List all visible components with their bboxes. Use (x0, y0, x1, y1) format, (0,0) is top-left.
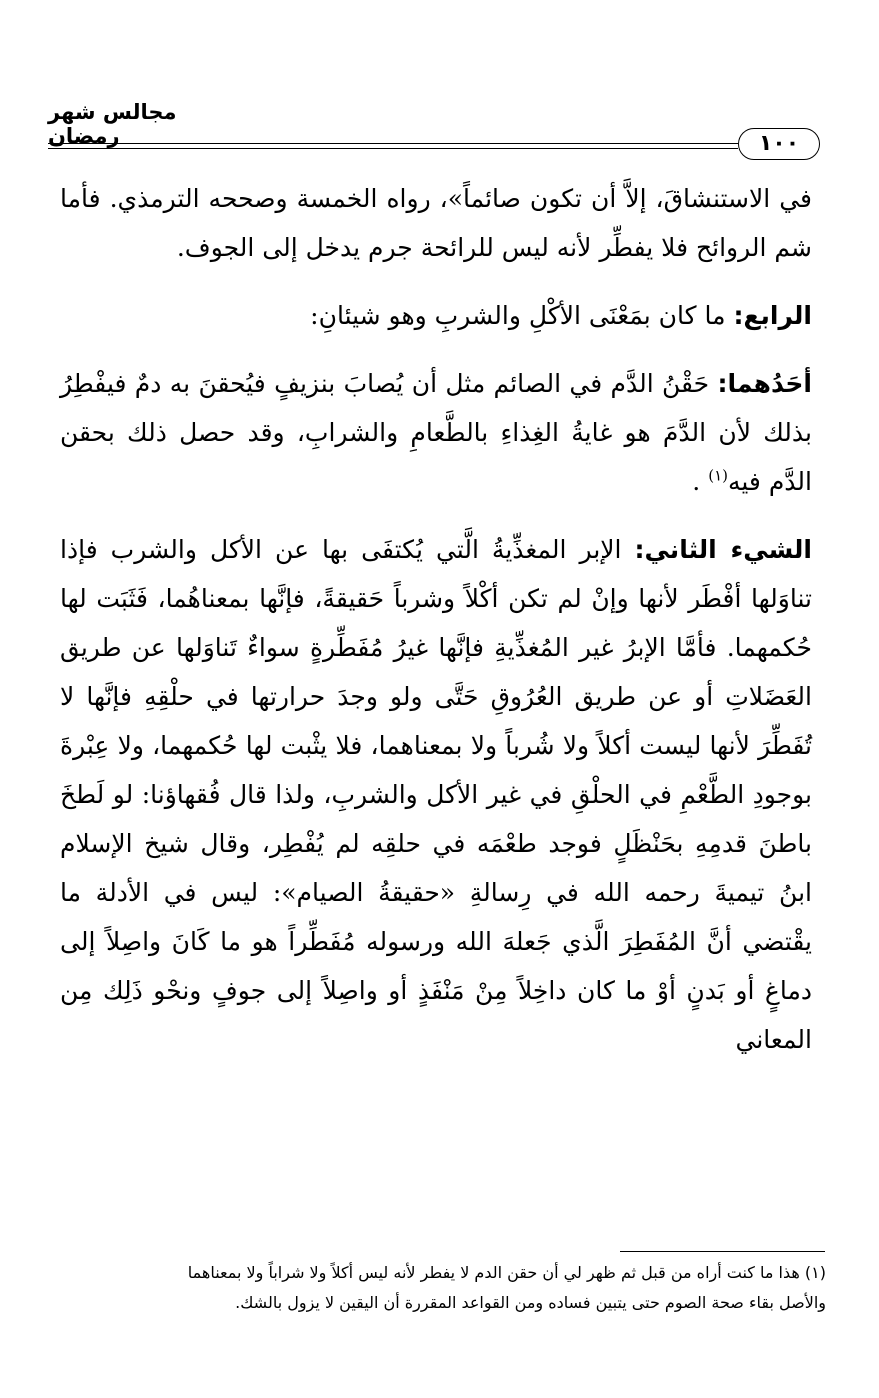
running-title: مجالس شهر رمضان (48, 100, 177, 148)
footnote-1 (46, 1258, 826, 1318)
paragraph-1-text: في الاستنشاقَ، إلاَّ أن تكون صائماً»، رواه الخمسة وصححه الترمذي. فأما شم الروائح فلا يفطِّر لأنه ليس للرائحة جرم يدخل إلى الجوف. (60, 184, 812, 262)
paragraph-2-lead: الرابع: (733, 301, 812, 330)
paragraph-3-end: . (692, 467, 701, 496)
footnote-separator (620, 1251, 825, 1252)
paragraph-4-text: الإبر المغذِّيةُ الَّتي يُكتفَى بها عن الأكل والشرب فإذا تناوَلها أفْطَر لأنها وإنْ لم تكن أكْلاً وشرباً حَقيقةً، فإنَّها بمعناهُما، فَثَبَت لها حُكمهما. فأمَّا الإبرُ غير المُغذِّيةِ فإنَّها غيرُ مُفَطِّرةٍ سواءٌ تَناوَلها عن طريق العَضَلاتِ أو عن طريق العُرُوقِ حَتَّى ولو وجدَ حرارتها في حلْقِهِ فإنَّها لا تُفَطِّرَ لأنها ليست أكلاً ولا شُرباً ولا بمعناهما، فلا يثْبت لها حُكمهما، ولا عِبْرةَ بوجودِ الطَّعْمِ في الحلْقِ في غير الأكل والشربِ، ولذا قال فُقهاؤنا: لو لَطخَ باطنَ قدمِهِ بحَنْظَلٍ فوجد طعْمَه في حلقِه لم يُفْطِر، وقال شيخ الإسلام ابنُ تيميةَ رحمه الله في رِسالةِ «حقيقةُ الصيام»: ليس في الأدلة ما يقْتضي أنَّ المُفَطِرَ الَّذي جَعلهَ الله ورسوله مُفَطِّراً هو ما كَانَ واصِلاً إلى دماغٍ أو بَدنٍ أوْ ما كان داخِلاً مِنْ مَنْفَذٍ أو واصِلاً إلى جوفٍ ونحْو ذَلِك مِن المعاني (60, 535, 812, 1054)
paragraph-3-text: حَقْنُ الدَّم في الصائم مثل أن يُصابَ بنزيفٍ فيُحقنَ به دمٌ فيفْطِرُ بذلك لأن الدَّمَ هو غايةُ الغِذاءِ بالطَّعامِ والشرابِ، وقد حصل ذلك بحقن الدَّم فيه (60, 369, 812, 496)
paragraph-3-lead: أحَدُهما: (717, 369, 812, 398)
paragraph-3 (60, 359, 812, 506)
paragraph-1 (60, 174, 812, 272)
footnote-1-line-2: والأصل بقاء صحة الصوم حتى يتبين فساده ومن القواعد المقررة أن اليقين لا يزول بالشك. (235, 1293, 826, 1312)
footnote-ref-1[interactable]: (١) (708, 466, 728, 485)
paragraph-4-lead: الشيء الثاني: (634, 535, 812, 564)
paragraph-2 (60, 291, 812, 340)
paragraph-4 (60, 525, 812, 1064)
main-text (60, 174, 812, 1083)
footnote-1-line-1: (١) هذا ما كنت أراه من قبل ثم ظهر لي أن حقن الدم لا يفطر لأنه ليس أكلاً ولا شراباً ولا بمعناهما (187, 1263, 826, 1282)
paragraph-2-text: ما كان بمَعْنَى الأكْلِ والشربِ وهو شيئانِ: (310, 301, 734, 330)
header-double-rule (48, 140, 738, 154)
page-number: ١٠٠ (738, 128, 820, 160)
